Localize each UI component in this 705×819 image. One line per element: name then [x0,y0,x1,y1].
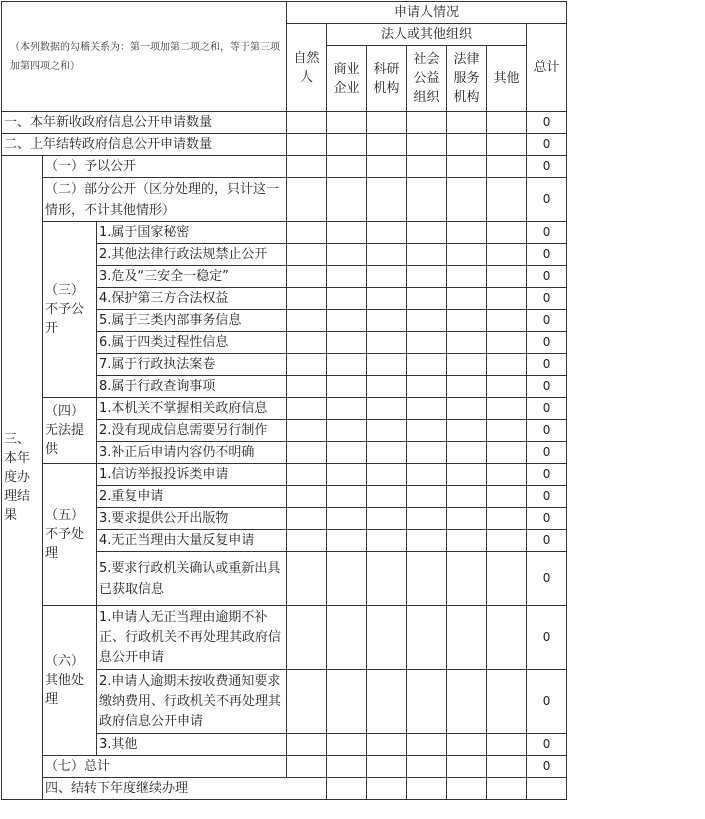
row-total: 0 [527,756,567,778]
table-row [2,778,567,800]
row-total: 0 [527,134,567,156]
row-total: 0 [527,464,567,486]
row-total: 0 [527,670,567,734]
result-section-label: 三、本年度办理结果 [2,156,43,800]
row-label: 四、结转下年度继续办理 [43,778,327,800]
row-total: 0 [527,178,567,222]
row-total: 0 [527,332,567,354]
table-row [2,606,567,670]
row-total: 0 [527,552,567,606]
row-label: 2.重复申请 [97,486,287,508]
total-header: 总计 [527,24,567,112]
social-welfare-header: 社会公益组织 [407,46,447,112]
row-label: 3.其他 [97,734,287,756]
row-label: 1.申请人无正当理由逾期不补正、行政机关不再处理其政府信息公开申请 [97,606,287,670]
row-label: 2.没有现成信息需要另行制作 [97,420,287,442]
row-total: 0 [527,112,567,134]
row-label: 6.属于四类过程性信息 [97,332,287,354]
row-label: （七）总计 [43,756,287,778]
row-total: 0 [527,156,567,178]
row-label: （二）部分公开（区分处理的，只计这一情形，不计其他情形） [43,178,287,222]
table-row [2,112,567,134]
row-label: 2.申请人逾期未按收费通知要求缴纳费用、行政机关不再处理其政府信息公开申请 [97,670,287,734]
table-row [2,756,567,778]
row-label: 5.要求行政机关确认或重新出具已获取信息 [97,552,287,606]
row-total: 0 [527,266,567,288]
group-label: （四）无法提供 [43,398,97,464]
row-total: 0 [527,310,567,332]
row-label: 4.无正当理由大量反复申请 [97,530,287,552]
row-label: 1.属于国家秘密 [97,222,287,244]
row-total: 0 [527,398,567,420]
legal-service-header: 法律服务机构 [447,46,487,112]
table-note: （本列数据的勾稽关系为：第一项加第二项之和，等于第三项加第四项之和） [2,2,287,112]
row-label: （一）予以公开 [43,156,287,178]
row-label: 3.要求提供公开出版物 [97,508,287,530]
row-total: 0 [527,244,567,266]
legal-org-header: 法人或其他组织 [327,24,527,46]
row-total: 0 [527,530,567,552]
applicant-situation-header: 申请人情况 [287,2,567,24]
row-label: 一、本年新收政府信息公开申请数量 [2,112,287,134]
table-row [2,464,567,486]
row-label: 2.其他法律行政法规禁止公开 [97,244,287,266]
group-label: （三）不予公开 [43,222,97,398]
row-label: 3.危及“三安全一稳定” [97,266,287,288]
row-label: 8.属于行政查询事项 [97,376,287,398]
research-header: 科研机构 [367,46,407,112]
table-row [2,222,567,244]
row-label: 7.属于行政执法案卷 [97,354,287,376]
table-row [2,134,567,156]
gov-info-disclosure-table [1,1,567,800]
row-total: 0 [527,734,567,756]
row-total: 0 [527,420,567,442]
row-total: 0 [527,222,567,244]
natural-person-header: 自然人 [287,24,327,112]
table-row [2,156,567,178]
table-row [2,178,567,222]
row-total: 0 [527,376,567,398]
row-total: 0 [527,354,567,376]
row-label: 1.信访举报投诉类申请 [97,464,287,486]
group-label: （五）不予处理 [43,464,97,606]
row-total: 0 [527,508,567,530]
row-label: 二、上年结转政府信息公开申请数量 [2,134,287,156]
row-total: 0 [527,442,567,464]
row-total: 0 [527,288,567,310]
table-row [2,398,567,420]
row-label: 3.补正后申请内容仍不明确 [97,442,287,464]
row-total: 0 [527,606,567,670]
row-label: 4.保护第三方合法权益 [97,288,287,310]
row-total: 0 [527,486,567,508]
other-header: 其他 [487,46,527,112]
group-label: （六）其他处理 [43,606,97,756]
commercial-header: 商业企业 [327,46,367,112]
row-label: 1.本机关不掌握相关政府信息 [97,398,287,420]
row-label: 5.属于三类内部事务信息 [97,310,287,332]
